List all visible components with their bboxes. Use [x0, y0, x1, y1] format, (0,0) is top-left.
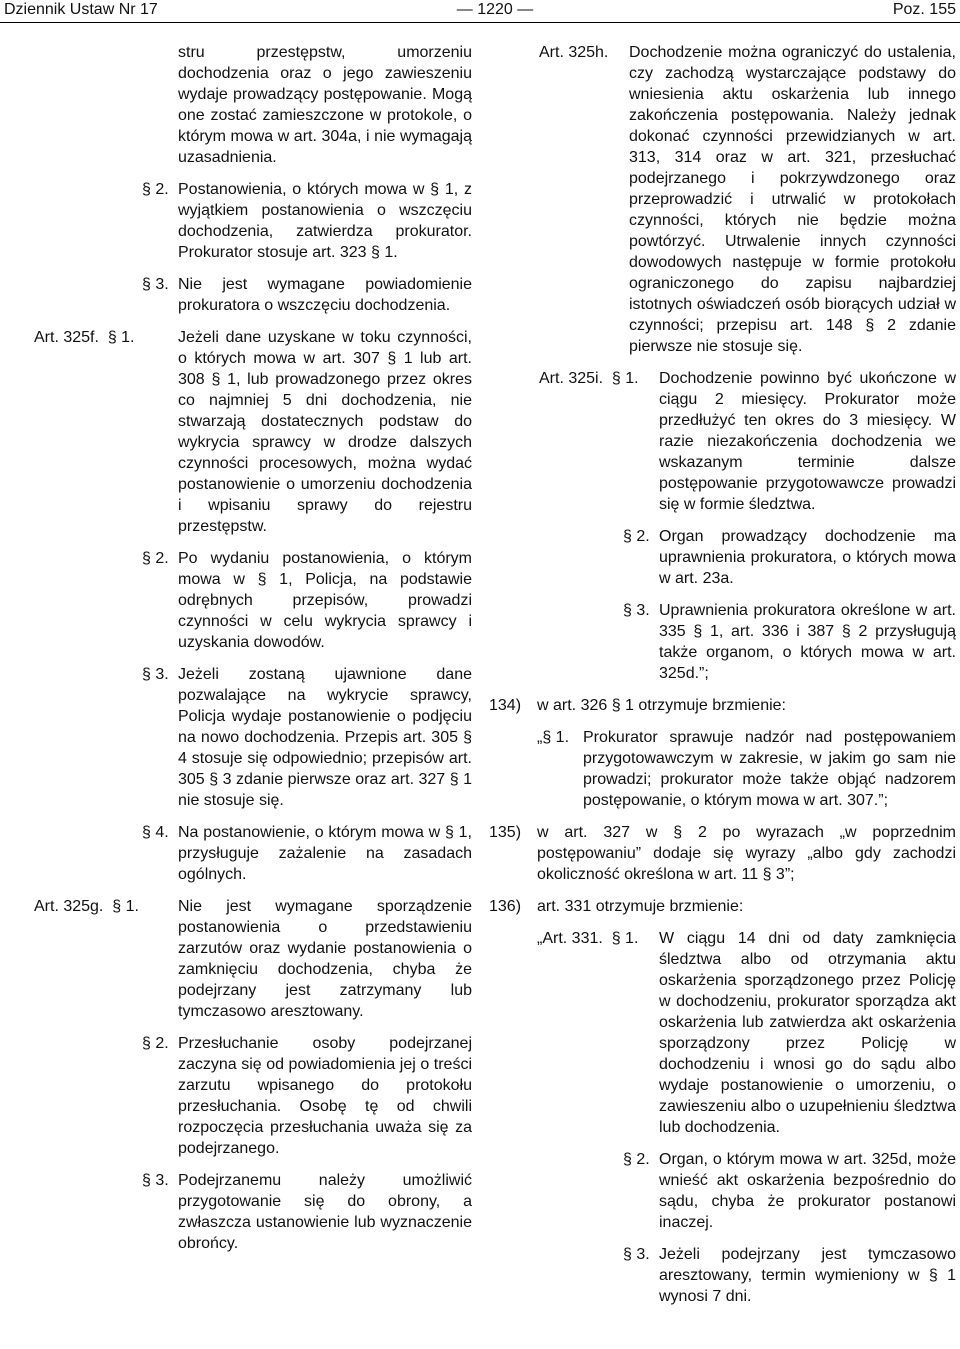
paragraph-label: § 2. — [623, 1151, 650, 1168]
article-label: Art. 325i. § 1. — [539, 370, 639, 387]
article-label: Art. 325f. § 1. — [34, 329, 135, 346]
paragraph-label: § 3. — [142, 666, 169, 683]
paragraph-label: § 3. — [623, 602, 650, 619]
paragraph — [487, 1149, 960, 1233]
article-label: Art. 325g. § 1. — [34, 898, 139, 915]
paragraph-text: Nie jest wymagane sporządzenie postanowienia o przedstawieniu zarzutów oraz wydanie postanowienia o zamknięciu dochodzenia, chyba że podejrzany jest zatrzymany lub tymczasowo aresztowany. — [178, 898, 472, 1020]
amendment-point — [487, 896, 960, 917]
paragraph-text: Jeżeli podejrzany jest tymczasowo aresztowany, termin wymieniony w § 1 wynosi 7 dni. — [659, 1246, 956, 1305]
article — [0, 327, 480, 537]
paragraph-text: stru przestępstw, umorzeniu dochodzenia oraz o jego zawieszeniu wydaje prowadzący postępowanie. Mogą one zostać zamieszczone w protokole, o którym mowa w art. 304a, i nie wymagają uzasadnienia. — [178, 44, 472, 166]
paragraph-text: Organ, o którym mowa w art. 325d, może wnieść akt oskarżenia bezpośrednio do sądu, chyba że prokurator postanowi inaczej. — [659, 1151, 956, 1231]
article — [487, 368, 960, 515]
paragraph-text: Nie jest wymagane powiadomienie prokuratora o wszczęciu dochodzenia. — [178, 276, 472, 314]
paragraph-text: Prokurator sprawuje nadzór nad postępowaniem przygotowawczym w zakresie, w jakim go sam nie prowadzi; prokurator może także objąć nadzorem postępowanie, o którym mowa w art. 307.”; — [583, 729, 956, 809]
paragraph-text: w art. 327 w § 2 po wyrazach „w poprzednim postępowaniu” dodaje się wyrazy „albo gdy zachodzi okoliczność określona w art. 11 § 3”; — [537, 824, 956, 883]
paragraph — [0, 822, 480, 885]
paragraph — [487, 600, 960, 684]
paragraph-label: § 2. — [142, 550, 169, 567]
paragraph-text: Uprawnienia prokuratora określone w art. 335 § 1, art. 336 i 387 § 2 przysługują także organom, o których mowa w art. 325d.”; — [659, 602, 956, 682]
paragraph-text: Dochodzenie powinno być ukończone w ciągu 2 miesięcy. Prokurator może przedłużyć ten okres do 3 miesięcy. W razie niezakończenia dochodzenia we wskazanym terminie dalsze postępowanie przygotowawcze prowadzi się w formie śledztwa. — [659, 370, 956, 513]
article — [0, 896, 480, 1022]
paragraph-label: § 3. — [142, 1172, 169, 1189]
paragraph — [0, 274, 480, 316]
position-number: Poz. 155 — [892, 1, 956, 18]
paragraph-text: Jeżeli zostaną ujawnione dane pozwalające na wykrycie sprawcy, Policja wydaje postanowienie o podjęciu na nowo dochodzenia. Przepis art. 305 § 4 stosuje się odpowiednio; przepisów art. 305 § 3 zdanie pierwsze oraz art. 327 § 1 nie stosuje się. — [178, 666, 472, 809]
article-label: Art. 325h. — [539, 44, 609, 61]
paragraph-text: Jeżeli dane uzyskane w toku czynności, o których mowa w art. 307 § 1 lub art. 308 § 1, lub prowadzonego przez okres co najmniej 5 dni dochodzenia, nie stwarzają dostatecznych podstaw do wykrycia sprawcy w drodze dalszych czynności procesowych, można wydać postanowienie o umorzeniu dochodzenia i wpisaniu sprawy do rejestru przestępstw. — [178, 329, 472, 535]
paragraph-text: art. 331 otrzymuje brzmienie: — [537, 898, 744, 915]
paragraph-text: W ciągu 14 dni od daty zamknięcia śledztwa albo od otrzymania aktu oskarżenia sporządzonego przez Policję w dochodzeniu, prokurator sporządza akt oskarżenia lub zatwierdza akt oskarżenia sporządzony przez Policję w dochodzeniu i wnosi go do sądu albo wydaje postanowienie o umorzeniu, o zawieszeniu albo o uzupełnieniu śledztwa lub dochodzenia. — [659, 930, 956, 1136]
article — [487, 42, 960, 357]
right-column — [487, 42, 960, 1307]
article-label: „Art. 331. § 1. — [537, 930, 639, 947]
left-column — [0, 42, 480, 1265]
paragraph-label: § 2. — [142, 1035, 169, 1052]
header-rule — [0, 22, 960, 23]
paragraph-label: § 2. — [142, 181, 169, 198]
paragraph-label: § 4. — [142, 824, 169, 841]
paragraph-label: „§ 1. — [537, 729, 570, 746]
quoted-article — [487, 928, 960, 1138]
paragraph-label: § 2. — [623, 528, 650, 545]
amendment-point — [487, 822, 960, 885]
amendment-point — [487, 695, 960, 716]
page-number: — 1220 — — [456, 1, 534, 18]
paragraph — [0, 664, 480, 811]
paragraph-text: Na postanowienie, o którym mowa w § 1, przysługuje zażalenie na zasadach ogólnych. — [178, 824, 472, 883]
paragraph — [0, 1170, 480, 1254]
paragraph-text: Dochodzenie można ograniczyć do ustalenia, czy zachodzą wystarczające podstawy do wniesienia aktu oskarżenia lub innego zakończenia postępowania. Należy jednak dokonać czynności przewidzianych w art. 313, 314 oraz w art. 321, przesłuchać podejrzanego i pokrzywdzonego oraz przeprowadzić i utrwalić w protokołach czynności, których nie będzie można powtórzyć. Utrwalenie innych czynności dowodowych następuje w formie protokołu ograniczonego do zapisu najbardziej istotnych oświadczeń osób biorących udział w czynności; przepisu art. 148 § 2 zdanie pierwsze nie stosuje się. — [629, 44, 956, 355]
point-label: 135) — [489, 824, 522, 841]
paragraph-text: Po wydaniu postanowienia, o którym mowa w § 1, Policja, na podstawie odrębnych przepisów, prowadzi czynności w celu wykrycia sprawcy i uzyskania dowodów. — [178, 550, 472, 651]
paragraph-text: Przesłuchanie osoby podejrzanej zaczyna się od powiadomienia jej o treści zarzutu wpisanego do protokołu przesłuchania. Osobę tę od chwili rozpoczęcia przesłuchania uważa się za podejrzanego. — [178, 1035, 472, 1157]
paragraph-label: § 3. — [623, 1246, 650, 1263]
quoted-paragraph — [487, 727, 960, 811]
point-label: 134) — [489, 697, 522, 714]
paragraph — [487, 1244, 960, 1307]
paragraph-text: Postanowienia, o których mowa w § 1, z wyjątkiem postanowienia o wszczęciu dochodzenia, zatwierdza prokurator. Prokurator stosuje art. 323 § 1. — [178, 181, 472, 261]
paragraph — [0, 179, 480, 263]
paragraph-label: § 3. — [142, 276, 169, 293]
paragraph-text: Podejrzanemu należy umożliwić przygotowanie się do obrony, a zwłaszcza ustanowienie lub wyznaczenie obrońcy. — [178, 1172, 472, 1252]
paragraph-text: Organ prowadzący dochodzenie ma uprawnienia prokuratora, o których mowa w art. 23a. — [659, 528, 956, 587]
paragraph — [0, 42, 480, 168]
paragraph — [0, 1033, 480, 1159]
paragraph — [0, 548, 480, 653]
point-label: 136) — [489, 898, 522, 915]
page-header — [0, 0, 960, 22]
paragraph-text: w art. 326 § 1 otrzymuje brzmienie: — [537, 697, 786, 714]
paragraph — [487, 526, 960, 589]
journal-title: Dziennik Ustaw Nr 17 — [4, 1, 158, 18]
